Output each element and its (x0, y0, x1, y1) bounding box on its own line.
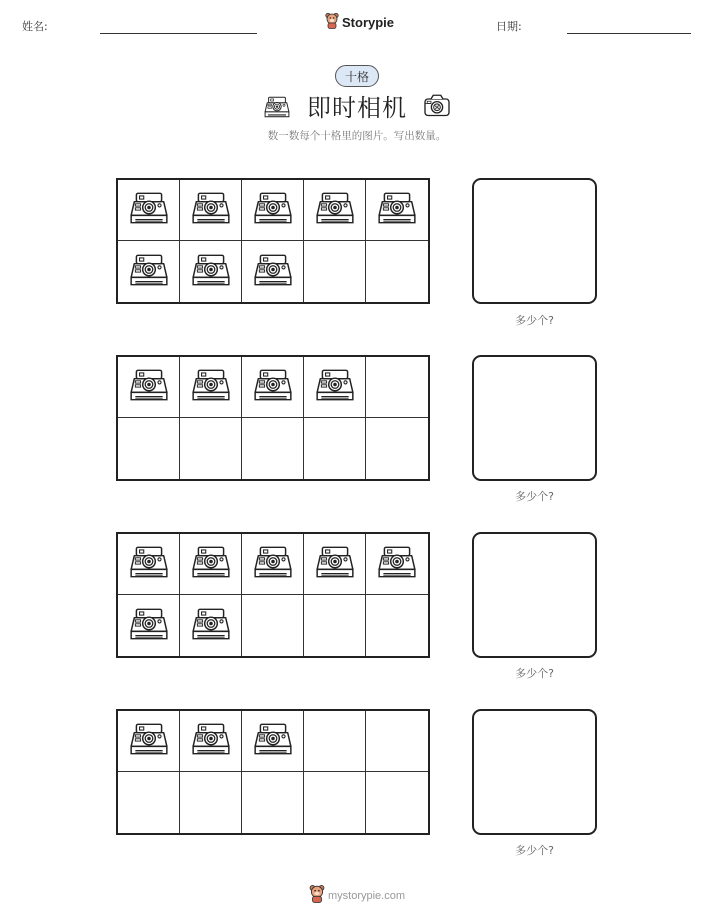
answer-label-4: 多少个? (515, 844, 554, 857)
answer-label-1: 多少个? (515, 314, 554, 327)
footer-url[interactable]: mystorypie.com (328, 889, 406, 902)
frame-cell (304, 595, 366, 656)
answer-box-2[interactable] (472, 355, 597, 481)
frame-cell (242, 534, 304, 595)
frame-cell (366, 711, 428, 772)
frame-cell (366, 418, 428, 479)
instant-camera-icon (190, 541, 232, 587)
ten-frame-4 (116, 709, 430, 835)
instant-camera-icon (128, 603, 170, 649)
frame-cell (304, 180, 366, 241)
frame-cell (242, 595, 304, 656)
answer-box-1[interactable] (472, 178, 597, 304)
bear-mascot-icon (325, 12, 339, 33)
instant-camera-icon (252, 541, 294, 587)
ten-frame-1 (116, 178, 430, 304)
topic-badge: 十格 (335, 65, 379, 87)
camera-icon (422, 90, 452, 124)
frame-cell (366, 241, 428, 302)
frame-cell (304, 711, 366, 772)
frame-cell (118, 180, 180, 241)
frame-cell (180, 534, 242, 595)
instant-camera-icon (190, 718, 232, 764)
frame-cell (304, 534, 366, 595)
instant-camera-icon (262, 93, 292, 125)
frame-cell (366, 595, 428, 656)
instant-camera-icon (314, 541, 356, 587)
instant-camera-icon (252, 718, 294, 764)
instant-camera-icon (190, 364, 232, 410)
frame-cell (366, 357, 428, 418)
frame-cell (118, 595, 180, 656)
instant-camera-icon (190, 187, 232, 233)
frame-cell (180, 418, 242, 479)
frame-cell (242, 241, 304, 302)
frame-cell (304, 418, 366, 479)
frame-cell (180, 180, 242, 241)
frame-cell (366, 534, 428, 595)
date-label: 日期: (496, 20, 522, 33)
footer (309, 884, 405, 907)
instant-camera-icon (128, 187, 170, 233)
frame-cell (242, 180, 304, 241)
frame-cell (180, 241, 242, 302)
answer-label-2: 多少个? (515, 490, 554, 503)
instant-camera-icon (128, 541, 170, 587)
answer-box-4[interactable] (472, 709, 597, 835)
frame-cell (242, 711, 304, 772)
instant-camera-icon (252, 364, 294, 410)
page-title: 即时相机 (307, 94, 407, 122)
ten-frame-2 (116, 355, 430, 481)
instant-camera-icon (314, 364, 356, 410)
instant-camera-icon (190, 249, 232, 295)
instant-camera-icon (128, 364, 170, 410)
instant-camera-icon (252, 187, 294, 233)
ten-frame-3 (116, 532, 430, 658)
frame-cell (118, 418, 180, 479)
frame-cell (366, 772, 428, 833)
instant-camera-icon (128, 249, 170, 295)
instant-camera-icon (376, 187, 418, 233)
frame-cell (118, 711, 180, 772)
bear-mascot-icon (309, 884, 325, 907)
frame-cell (118, 241, 180, 302)
name-field[interactable] (100, 33, 257, 34)
name-label: 姓名: (22, 20, 48, 33)
frame-cell (118, 534, 180, 595)
frame-cell (242, 772, 304, 833)
title-row (262, 88, 452, 122)
instant-camera-icon (314, 187, 356, 233)
frame-cell (242, 357, 304, 418)
frame-cell (180, 357, 242, 418)
instant-camera-icon (252, 249, 294, 295)
frame-cell (118, 357, 180, 418)
frame-cell (366, 180, 428, 241)
frame-cell (180, 711, 242, 772)
frame-cell (242, 418, 304, 479)
instant-camera-icon (376, 541, 418, 587)
brand-name: Storypie (342, 15, 395, 30)
frame-cell (180, 772, 242, 833)
answer-box-3[interactable] (472, 532, 597, 658)
frame-cell (304, 772, 366, 833)
instructions: 数一数每个十格里的图片。写出数量。 (267, 130, 447, 142)
instant-camera-icon (128, 718, 170, 764)
brand-logo (325, 12, 394, 33)
frame-cell (304, 357, 366, 418)
date-field[interactable] (567, 33, 691, 34)
instant-camera-icon (190, 603, 232, 649)
frame-cell (118, 772, 180, 833)
frame-cell (180, 595, 242, 656)
answer-label-3: 多少个? (515, 667, 554, 680)
frame-cell (304, 241, 366, 302)
